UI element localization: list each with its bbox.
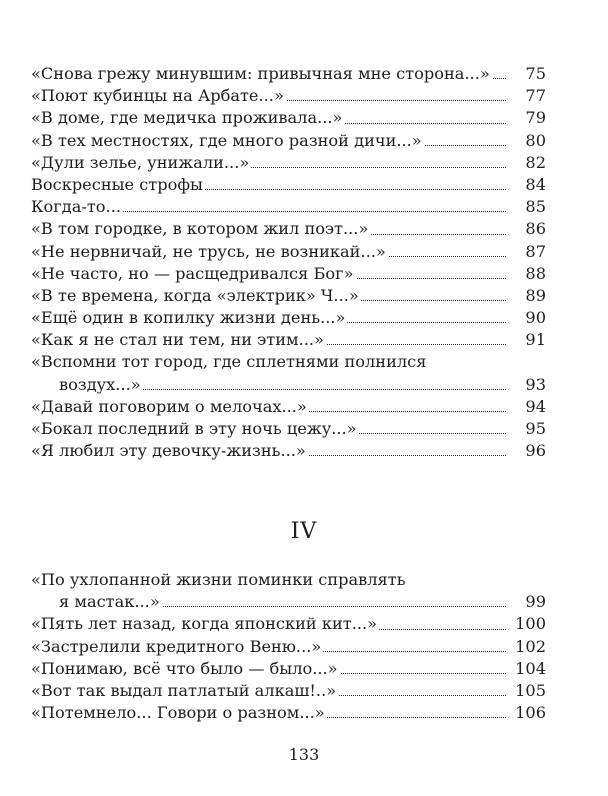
toc-page-number: 90 bbox=[522, 307, 546, 329]
toc-page-number: 106 bbox=[512, 702, 546, 724]
toc-entry-title: «Бокал последний в эту ночь цежу...» bbox=[31, 419, 357, 438]
toc-entry bbox=[31, 702, 546, 724]
toc-entry bbox=[31, 196, 546, 218]
toc-entry-title: «Вспомни тот город, где сплетнями полнился bbox=[31, 352, 427, 372]
toc-entry-title: «В том городке, в котором жил поэт...» bbox=[31, 219, 369, 239]
toc-entry-title-continuation: я мастак...» bbox=[31, 592, 162, 611]
toc-page-number: 89 bbox=[522, 285, 546, 307]
toc-entry bbox=[31, 285, 546, 307]
toc-entry-title: «В те времена, когда «электрик» Ч...» bbox=[31, 285, 359, 305]
toc-entry bbox=[31, 440, 546, 462]
toc-entry-title: «Ещё один в копилку жизни день...» bbox=[31, 308, 346, 328]
toc-entry bbox=[31, 85, 546, 107]
toc-entry bbox=[31, 107, 546, 129]
toc-page-number: 94 bbox=[522, 396, 546, 418]
toc-entry-title: «Как я не стал ни тем, ни этим...» bbox=[31, 330, 324, 350]
toc-entry bbox=[31, 241, 546, 263]
toc-page-number: 77 bbox=[522, 85, 546, 107]
toc-entry bbox=[31, 63, 546, 85]
toc-page-number: 91 bbox=[522, 329, 546, 351]
toc-page-number: 79 bbox=[522, 107, 546, 129]
toc-entry-title: «Застрелили кредитного Веню...» bbox=[31, 636, 322, 656]
page-number: 133 bbox=[288, 745, 320, 764]
toc-page-number: 80 bbox=[522, 130, 546, 152]
toc-entry-title: Воскресные строфы bbox=[31, 174, 203, 194]
section-heading: IV bbox=[290, 519, 318, 544]
toc-entry bbox=[31, 152, 546, 174]
toc-entry-title: «Не нервничай, не трусь, не возникай...» bbox=[31, 241, 386, 261]
toc-entry-title: «Давай поговорим о мелочах...» bbox=[31, 396, 307, 416]
toc-entry-title: «Понимаю, всё что было — было...» bbox=[31, 658, 338, 678]
toc-entry bbox=[31, 613, 546, 635]
toc-entry bbox=[31, 680, 546, 702]
toc-entry-title-line bbox=[31, 351, 546, 373]
toc-entry bbox=[31, 591, 546, 613]
toc-page-number: 85 bbox=[522, 196, 546, 218]
toc-page-number: 87 bbox=[522, 241, 546, 263]
toc-page-number: 96 bbox=[522, 440, 546, 462]
toc-entry-title-continuation: воздух...» bbox=[31, 375, 143, 394]
toc-entry-title: «Не часто, но — расщедривался Бог» bbox=[31, 263, 354, 283]
toc-entry-title: «Вот так выдал патлатый алкаш!..» bbox=[31, 680, 337, 700]
table-of-contents-part-3 bbox=[31, 63, 546, 462]
toc-entry bbox=[31, 418, 546, 440]
toc-page-number: 86 bbox=[522, 218, 546, 240]
toc-entry bbox=[31, 130, 546, 152]
toc-entry bbox=[31, 218, 546, 240]
toc-page-number: 84 bbox=[522, 174, 546, 196]
toc-entry-title: «Поют кубинцы на Арбате...» bbox=[31, 86, 284, 106]
table-of-contents-part-4 bbox=[31, 569, 546, 724]
toc-entry-title: «Потемнело... Говори о разном...» bbox=[31, 703, 325, 723]
toc-page-number: 102 bbox=[512, 636, 546, 658]
toc-page-number: 93 bbox=[522, 374, 546, 396]
toc-page-number: 95 bbox=[522, 418, 546, 440]
toc-entry bbox=[31, 263, 546, 285]
toc-page-number: 75 bbox=[522, 63, 546, 85]
toc-entry-title: «Пять лет назад, когда японский кит...» bbox=[31, 614, 378, 634]
toc-entry-title: «По ухлопанной жизни поминки справлять bbox=[31, 570, 406, 589]
toc-entry-title: «В тех местностях, где много разной дичи...» bbox=[31, 130, 422, 150]
toc-page-number: 82 bbox=[522, 152, 546, 174]
toc-entry bbox=[31, 374, 546, 396]
toc-entry bbox=[31, 307, 546, 329]
toc-entry bbox=[31, 329, 546, 351]
toc-page-number: 99 bbox=[522, 591, 546, 613]
toc-page-number: 88 bbox=[522, 263, 546, 285]
toc-entry-title-line bbox=[31, 569, 546, 591]
toc-page-number: 104 bbox=[512, 658, 546, 680]
toc-entry-title: «Дули зелье, унижали...» bbox=[31, 152, 250, 172]
toc-page-number: 105 bbox=[512, 680, 546, 702]
toc-entry-title: «В доме, где медичка проживала...» bbox=[31, 108, 343, 128]
toc-entry bbox=[31, 658, 546, 680]
toc-entry-title: Когда-то... bbox=[31, 197, 121, 217]
toc-page-number: 100 bbox=[512, 613, 546, 635]
toc-entry-title: «Я любил эту девочку-жизнь...» bbox=[31, 441, 306, 461]
toc-entry bbox=[31, 396, 546, 418]
toc-entry bbox=[31, 636, 546, 658]
toc-entry bbox=[31, 174, 546, 196]
toc-entry-title: «Снова грежу минувшим: привычная мне сторона...» bbox=[31, 64, 490, 83]
